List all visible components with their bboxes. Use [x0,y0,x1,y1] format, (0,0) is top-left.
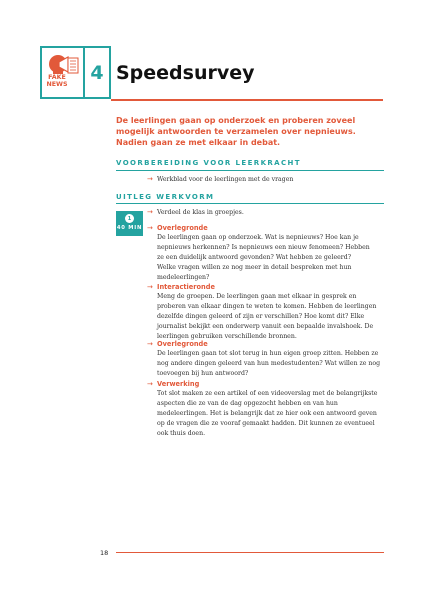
round-4-line-1: Tot slot maken ze een artikel of een videoverslag met de belangrijkste [157,390,378,397]
title-divider [111,99,383,101]
arrow-right-icon: → [147,175,153,183]
clock-icon: 1 [125,214,134,223]
page-title: Speedsurvey [116,62,255,84]
logo-text-line2: NEWS [46,81,68,88]
chapter-header-box [40,46,111,99]
round-1-line-5: medeleerlingen? [157,274,210,281]
round-4-title: Verwerking [157,380,200,388]
chapter-number-cell [85,48,109,97]
round-3-line-1: De leerlingen gaan tot slot terug in hun eigen groep zitten. Hebben ze [157,350,379,357]
method-divider [116,203,384,204]
page-number: 18 [100,549,109,557]
round-4-line-2: aspecten die ze van de dag opgezocht hebben en van hun [157,400,338,407]
round-2-line-3: dezelfde dingen geleerd of zijn er verschillen? Hoe komt dit? Elke [157,313,365,320]
round-2-title: Interactieronde [157,283,215,291]
time-label: 40 MIN [116,225,143,231]
chapter-number: 4 [90,61,104,84]
round-2-line-4: journalist bekijkt een onderwerp vanuit een bepaalde invalshoek. De [157,323,374,330]
round-1-line-4: Welke vragen willen ze nog meer in detail bespreken met hun [157,264,352,271]
round-1-title: Overlegronde [157,224,208,232]
round-1-line-3: ze een duidelijk antwoord gevonden? Wat hebben ze geleerd? [157,254,352,261]
fake-news-logo [42,48,85,97]
fake-news-megaphone-icon [44,50,82,96]
footer-divider [116,552,384,553]
round-4-line-3: medeleerlingen. Het is belangrijk dat ze hier ook een antwoord geven [157,410,377,417]
method-step-1: Verdeel de klas in groepjes. [157,209,244,216]
arrow-right-icon: → [147,283,153,291]
round-2-line-5: leerlingen gebruiken verschillende bronnen. [157,333,297,340]
arrow-right-icon: → [147,380,153,388]
arrow-right-icon: → [147,340,153,348]
logo-text [46,74,68,88]
round-3-line-3: toevoegen bij hun antwoord? [157,370,249,377]
round-1-line-2: nepnieuws herkennen? Is nepnieuws een nieuw fenomeen? Hebben [157,244,370,251]
time-badge [116,211,143,236]
round-4-line-5: ook thuis doen. [157,430,206,437]
round-2-line-1: Meng de groepen. De leerlingen gaan met elkaar in gesprek en [157,293,357,300]
intro-text: De leerlingen gaan op onderzoek en proberen zoveel mogelijk antwoorden te verzamelen over nepnieuws. Nadien gaan ze met elkaar in debat. [116,116,356,147]
preparation-item: Werkblad voor de leerlingen met de vragen [157,176,294,183]
method-heading: UITLEG WERKVORM [116,193,215,201]
arrow-right-icon: → [147,224,153,232]
arrow-right-icon: → [147,208,153,216]
round-2-line-2: proberen van elkaar dingen te weten te komen. Hebben de leerlingen [157,303,377,310]
round-1-line-1: De leerlingen gaan op onderzoek. Wat is nepnieuws? Hoe kan je [157,234,359,241]
preparation-divider [116,170,384,171]
preparation-heading: VOORBEREIDING VOOR LEERKRACHT [116,159,301,167]
round-3-title: Overlegronde [157,340,208,348]
round-4-line-4: op de vragen die ze vooraf gemaakt hadden. Dit kunnen ze eventueel [157,420,375,427]
round-3-line-2: nog andere dingen geleerd van hun medestudenten? Wat willen ze nog [157,360,381,367]
logo-text-line1: FAKE [48,74,66,81]
